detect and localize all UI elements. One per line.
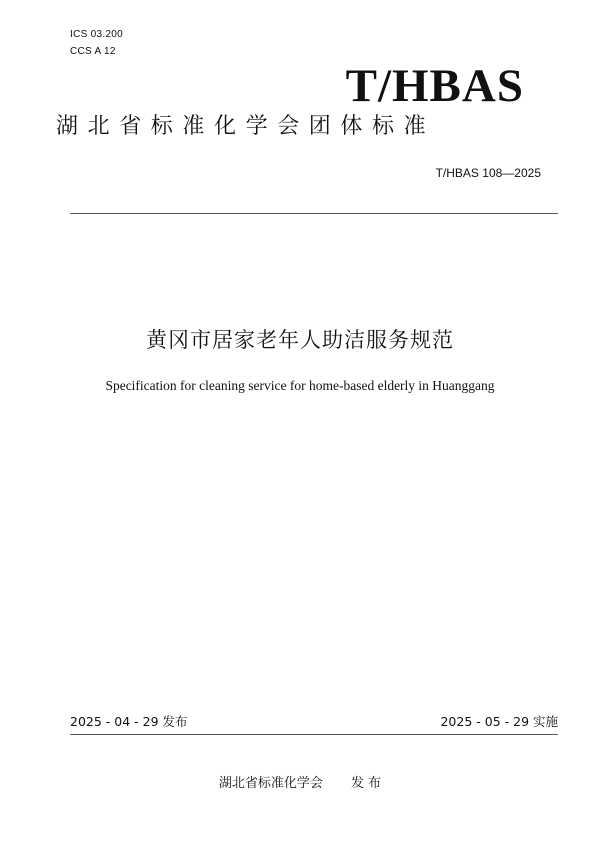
standard-number: T/HBAS 108—2025 [435, 166, 541, 180]
document-title-english: Specification for cleaning service for home-based elderly in Huanggang [105, 378, 495, 393]
publisher-line [0, 774, 600, 794]
top-divider [70, 213, 558, 214]
standard-logo: T/HBAS [345, 60, 524, 112]
publish-label: 发 布 [350, 776, 382, 791]
classification-codes [70, 26, 123, 60]
implementation-date: 2025 - 05 - 29 实施 [440, 714, 558, 729]
bottom-divider [70, 734, 558, 735]
issue-date: 2025 - 04 - 29 发布 [70, 714, 188, 729]
ccs-code: CCS A 12 [70, 46, 116, 57]
ics-code: ICS 03.200 [70, 29, 124, 40]
publisher-name: 湖北省标准化学会 [218, 776, 323, 791]
document-title-chinese: 黄冈市居家老年人助洁服务规范 [146, 328, 454, 352]
organization-heading: 湖北省标准化学会团体标准 [56, 114, 436, 139]
